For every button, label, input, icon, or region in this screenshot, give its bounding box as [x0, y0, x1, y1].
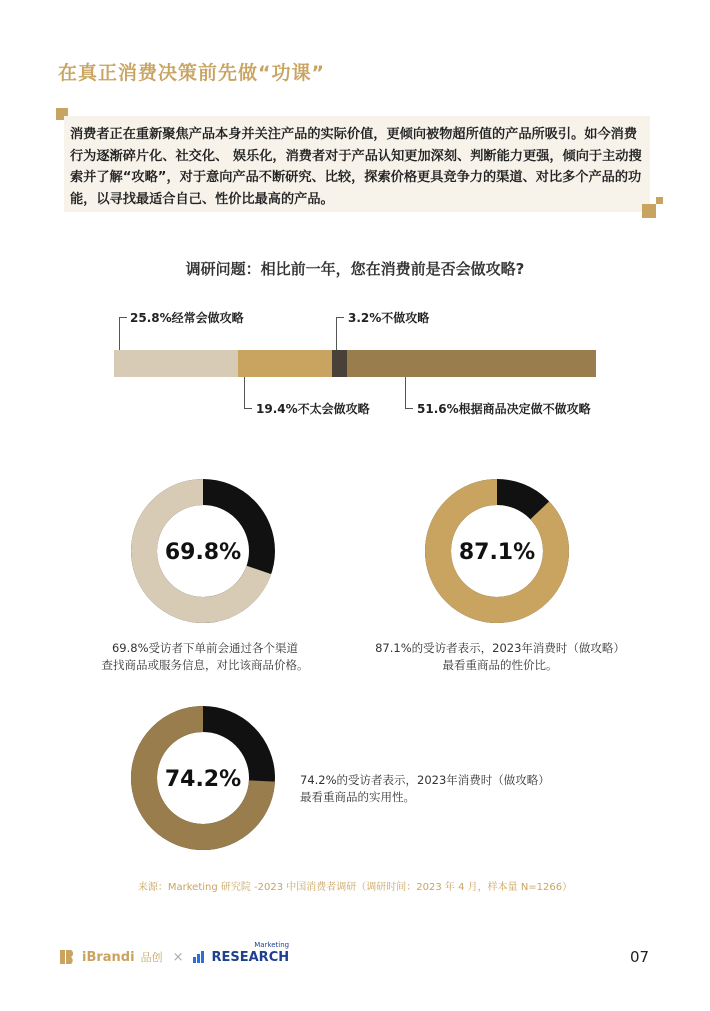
donut-chart-price-comparison [131, 479, 275, 623]
stacked-bar-chart [114, 350, 596, 377]
caption-line: 69.8%受访者下单前会通过各个渠道 [111, 641, 299, 655]
donut-chart-value-for-money [425, 479, 569, 623]
brand-research-top: Marketing [254, 940, 290, 949]
brand-research [211, 940, 290, 965]
research-bars-icon [193, 951, 205, 963]
donut-caption-practicality [300, 772, 600, 806]
brand-separator: × [172, 949, 184, 965]
intro-paragraph: 消费者正在重新聚焦产品本身并关注产品的实际价值，更倾向被物超所值的产品所吸引。如今消费行为逐渐碎片化、社交化、 娱乐化，消费者对于产品认知更加深刻、判断能力更强，倾向于主动搜索并了解“攻略”，对于意向产品不断研究、比较，探索价格更具竞争力的渠道、对比多个产品的功能，以寻找最适合自己、性价比最高的产品。 [70, 127, 642, 207]
corner-square-bottom-right-large [642, 204, 656, 218]
leader-line-rarely [244, 377, 245, 408]
survey-question: 调研问题：相比前一年，您在消费前是否会做攻略? [185, 260, 525, 278]
source-note: 来源：Marketing 研究院 -2023 中国消费者调研（调研时间：2023 年 4 月，样本量 N=1266） [137, 882, 573, 893]
donut-caption-value-for-money [350, 640, 650, 674]
leader-tick-often [119, 317, 127, 318]
donut-value-label: 87.1% [458, 540, 536, 565]
brand-ibrandi-cn: 品创 [140, 951, 163, 964]
caption-line: 最看重商品的实用性。 [300, 790, 415, 804]
donut-chart-practicality [131, 706, 275, 850]
bar-segment-often [114, 350, 238, 377]
page-title: 在真正消费决策前先做“功课” [58, 62, 325, 84]
leader-tick-never [336, 317, 344, 318]
leader-line-often [119, 317, 120, 350]
footer-logos [60, 940, 290, 966]
leader-line-depends [405, 377, 406, 408]
corner-square-bottom-right-small [656, 197, 663, 204]
bar-label-depends: 51.6%根据商品决定做不做攻略 [417, 402, 591, 416]
leader-line-never [336, 317, 337, 350]
leader-tick-depends [405, 408, 413, 409]
caption-line: 最看重商品的性价比。 [442, 658, 558, 672]
bar-segment-never [332, 350, 347, 377]
bar-label-never: 3.2%不做攻略 [348, 311, 430, 325]
leader-tick-rarely [244, 408, 252, 409]
page-number: 07 [630, 948, 650, 966]
caption-line: 74.2%的受访者表示，2023年消费时（做攻略） [300, 773, 550, 787]
donut-value-label: 74.2% [164, 767, 242, 792]
bar-segment-depends [347, 350, 596, 377]
caption-line: 查找商品或服务信息，对比该商品价格。 [101, 658, 309, 672]
brand-ibrandi: iBrandi [82, 949, 135, 965]
brand-research-main: RESEARCH [211, 949, 290, 965]
bar-label-often: 25.8%经常会做攻略 [130, 311, 244, 325]
bar-label-rarely: 19.4%不太会做攻略 [256, 402, 370, 416]
bar-segment-rarely [238, 350, 332, 377]
donut-caption-price-comparison [60, 640, 350, 674]
caption-line: 87.1%的受访者表示，2023年消费时（做攻略） [375, 641, 625, 655]
ibrandi-logo-icon [60, 948, 76, 966]
donut-value-label: 69.8% [164, 540, 242, 565]
